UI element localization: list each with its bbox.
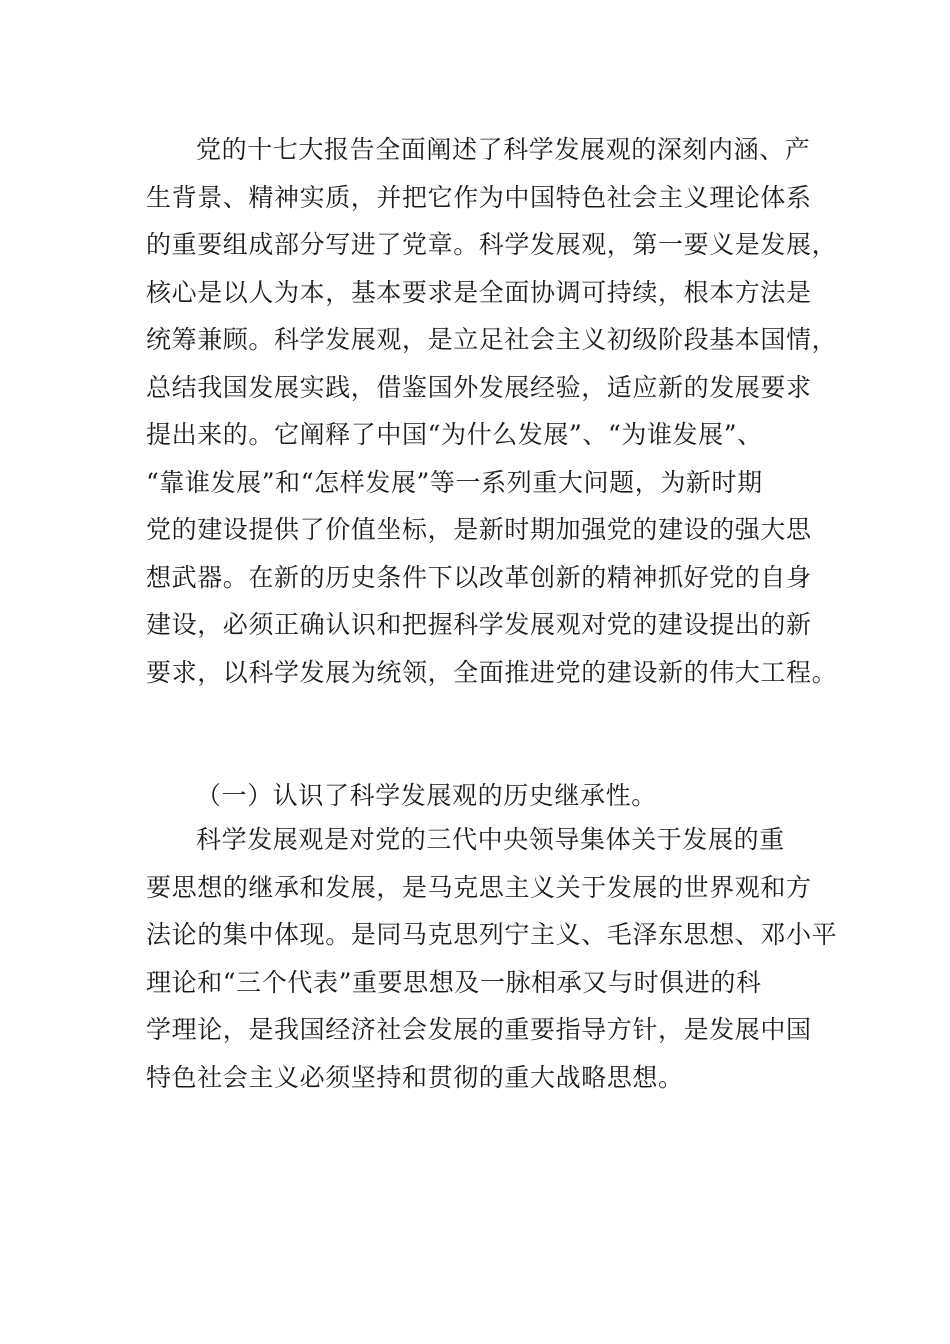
- paragraph-line: 党的建设提供了价值坐标，是新时期加强党的建设的强大思: [146, 515, 812, 544]
- paragraph-line: 生背景、精神实质，并把它作为中国特色社会主义理论体系: [146, 182, 812, 212]
- section-heading: [146, 772, 816, 820]
- paragraph-line: 想武器。在新的历史条件下以改革创新的精神抓好党的自身: [146, 562, 812, 592]
- paragraph-line: 核心是以人为本，基本要求是全面协调可持续，根本方法是: [146, 277, 812, 307]
- paragraph-line: 科学发展观是对党的三代中央领导集体关于发展的重: [196, 825, 785, 854]
- paragraph-2: [146, 816, 838, 1101]
- paragraph-line: 特色社会主义必须坚持和贯彻的重大战略思想。: [146, 1062, 684, 1092]
- section-heading-text: （一）认识了科学发展观的历史继承性。: [196, 781, 657, 810]
- paragraph-line: 要求，以科学发展为统领，全面推进党的建设新的伟大工程。: [146, 657, 838, 687]
- paragraph-line: 理论和“三个代表”重要思想及一脉相承又与时俱进的科: [146, 967, 762, 997]
- paragraph-line: 提出来的。它阐释了中国“为什么发展”、“为谁发展”、: [146, 420, 763, 449]
- paragraph-line: 党的十七大报告全面阐述了科学发展观的深刻内涵、产: [196, 135, 811, 164]
- paragraph-1: [146, 126, 838, 696]
- paragraph-line: 法论的集中体现。是同马克思列宁主义、毛泽东思想、邓小平: [146, 920, 838, 949]
- paragraph-line: 学理论，是我国经济社会发展的重要指导方针，是发展中国: [146, 1015, 812, 1044]
- paragraph-line: 要思想的继承和发展，是马克思主义关于发展的世界观和方: [146, 872, 812, 902]
- paragraph-line: 建设，必须正确认识和把握科学发展观对党的建设提出的新: [146, 610, 812, 639]
- paragraph-line: 统筹兼顾。科学发展观，是立足社会主义初级阶段基本国情，: [146, 325, 838, 354]
- paragraph-line: 的重要组成部分写进了党章。科学发展观，第一要义是发展，: [146, 230, 838, 259]
- paragraph-line: 总结我国发展实践，借鉴国外发展经验，适应新的发展要求: [146, 372, 812, 402]
- paragraph-line: “靠谁发展”和“怎样发展”等一系列重大问题，为新时期: [146, 467, 763, 497]
